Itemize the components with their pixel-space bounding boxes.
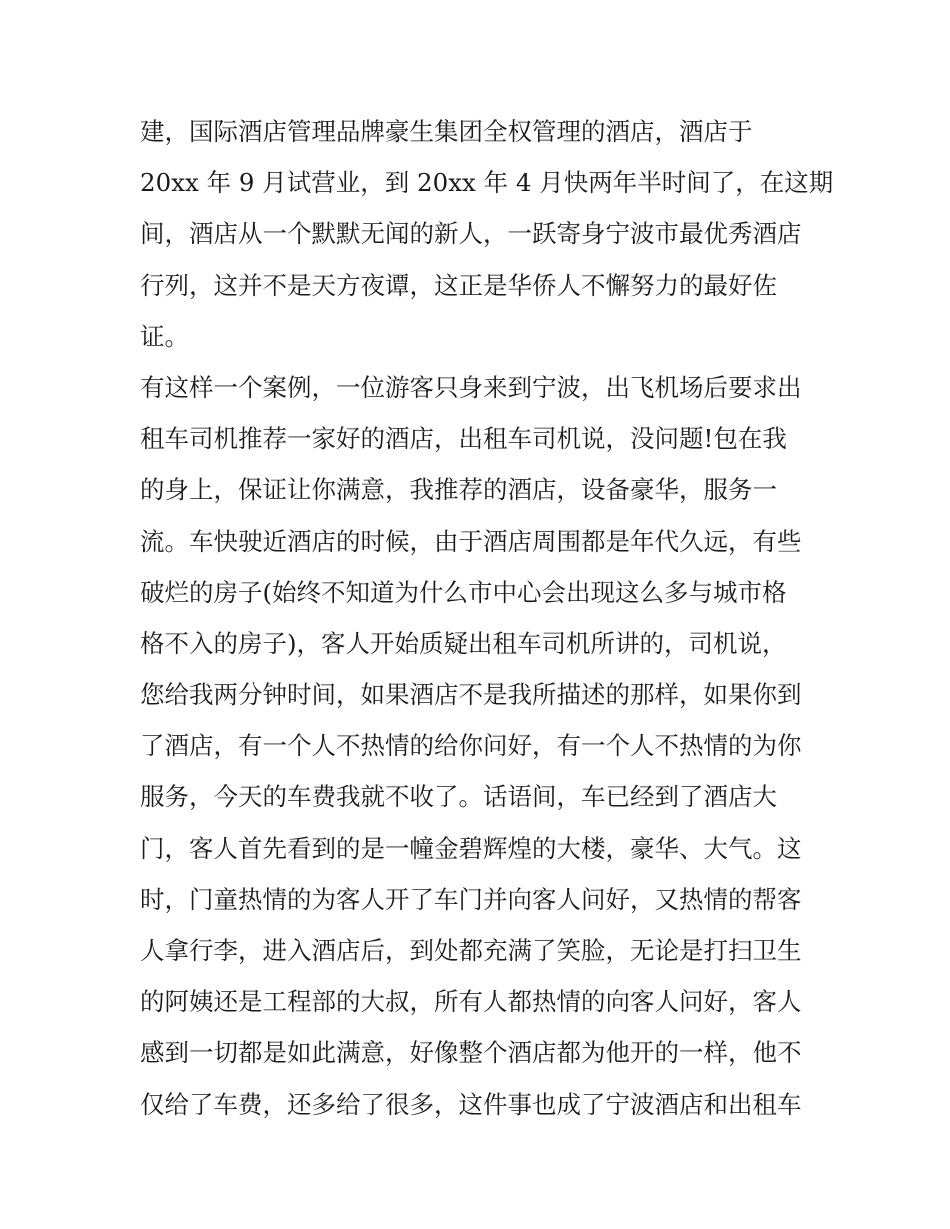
text-line-19: 感到一切都是如此满意，好像整个酒店都为他开的一样，他不 (140, 1038, 802, 1068)
text-line-18: 的阿姨还是工程部的大叔，所有人都热情的向客人问好，客人 (140, 987, 802, 1017)
text-line-12: 您给我两分钟时间，如果酒店不是我所描述的那样，如果你到 (140, 680, 802, 710)
text-line-10: 破烂的房子(始终不知道为什么市中心会出现这么多与城市格 (140, 577, 787, 607)
text-line-20: 仅给了车费，还多给了很多，这件事也成了宁波酒店和出租车 (140, 1089, 802, 1119)
text-line-13: 了酒店，有一个人不热情的给你问好，有一个人不热情的为你 (140, 731, 802, 761)
text-line-14: 服务，今天的车费我就不收了。话语间，车已经到了酒店大 (140, 782, 777, 812)
text-line-3: 间，酒店从一个默默无闻的新人，一跃寄身宁波市最优秀酒店 (140, 219, 802, 249)
text-line-15: 门，客人首先看到的是一幢金碧辉煌的大楼，豪华、大气。这 (140, 833, 802, 863)
text-line-9: 流。车快驶近酒店的时候，由于酒店周围都是年代久远，有些 (140, 526, 802, 556)
text-line-7: 租车司机推荐一家好的酒店，出租车司机说，没问题!包在我 (140, 424, 787, 454)
text-line-16: 时，门童热情的为客人开了车门并向客人问好，又热情的帮客 (140, 884, 802, 914)
text-line-8: 的身上，保证让你满意，我推荐的酒店，设备豪华，服务一 (140, 475, 777, 505)
text-line-11: 格不入的房子)，客人开始质疑出租车司机所讲的，司机说， (140, 628, 787, 658)
text-line-6: 有这样一个案例，一位游客只身来到宁波，出飞机场后要求出 (140, 372, 802, 402)
text-line-4: 行列，这并不是天方夜谭，这正是华侨人不懈努力的最好佐 (140, 270, 777, 300)
body-text (140, 106, 834, 1130)
text-line-2: 20xx 年 9 月试营业，到 20xx 年 4 月快两年半时间了，在这期 (140, 168, 834, 198)
text-line-5: 证。 (140, 321, 189, 351)
text-line-17: 人拿行李，进入酒店后，到处都充满了笑脸，无论是打扫卫生 (140, 936, 802, 965)
text-line-1: 建，国际酒店管理品牌豪生集团全权管理的酒店，酒店于 (140, 117, 753, 146)
